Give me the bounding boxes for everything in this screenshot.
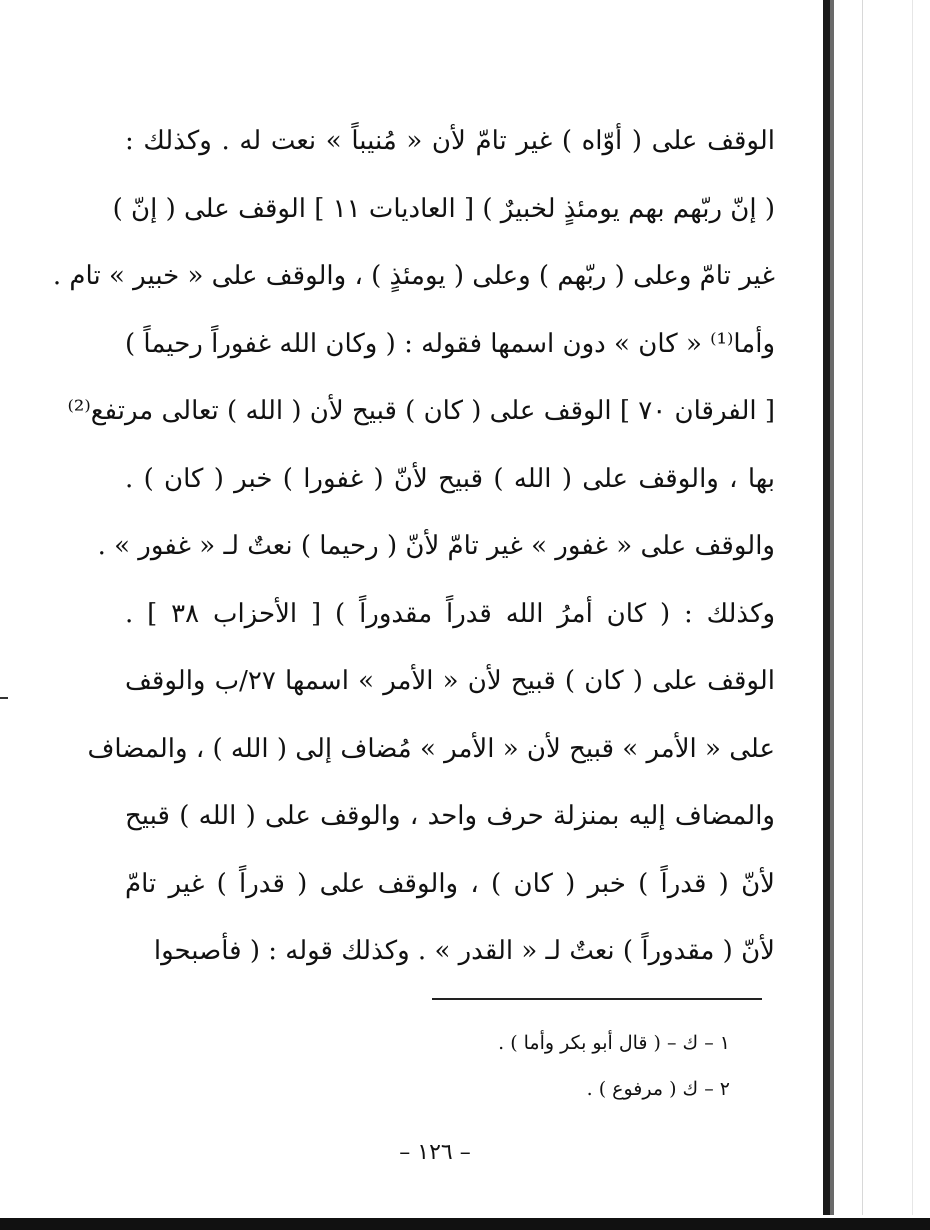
- text-line: بها ، والوقف على ( الله ) قبيح لأنّ ( غفورا ) خبر ( كان ) .: [125, 463, 775, 494]
- text-line: الوقف على ( كان ) قبيح لأن « الأمر » اسمها ٢٧/ب والوقف: [125, 666, 775, 696]
- binding-spine-shadow: [830, 0, 834, 1215]
- text-line: ( إنّ ربّهم بهم يومئذٍ لخبيرٌ ) [ العاديات ١١ ] الوقف على ( إنّ ): [112, 193, 775, 224]
- scan-mark: [0, 697, 8, 699]
- page-number: – ١٢٦ –: [399, 1140, 471, 1165]
- footnote-separator: [432, 998, 762, 1000]
- scan-bottom-edge: [0, 1218, 930, 1230]
- footnotes: [300, 1020, 730, 1112]
- text-line: على « الأمر » قبيح لأن « الأمر » مُضاف إلى ( الله ) ، والمضاف: [87, 733, 775, 764]
- footnote: ٢ – ك ( مرفوع ) .: [586, 1078, 730, 1100]
- page-edge-line: [862, 0, 863, 1215]
- binding-spine-line: [823, 0, 830, 1215]
- text-line: لأنّ ( مقدوراً ) نعتٌ لـ « القدر » . وكذلك قوله : ( فأصبحوا: [153, 936, 775, 966]
- text-line: [ الفرقان ٧٠ ] الوقف على ( كان ) قبيح لأن ( الله ) تعالى مرتفع⁽²⁾: [67, 396, 775, 426]
- text-line: وأما⁽¹⁾ « كان » دون اسمها فقوله : ( وكان الله غفوراً رحيماً ): [125, 328, 775, 359]
- text-line: الوقف على ( أوّاه ) غير تامّ لأن « مُنيباً » نعت له . وكذلك :: [125, 126, 775, 156]
- text-line: لأنّ ( قدراً ) خبر ( كان ) ، والوقف على ( قدراً ) غير تامّ: [125, 868, 775, 899]
- text-line: وكذلك : ( كان أمرُ الله قدراً مقدوراً ) [ الأحزاب ٣٨ ] .: [125, 598, 776, 629]
- footnote: ١ – ك – ( قال أبو بكر وأما ) .: [498, 1032, 730, 1054]
- text-line: والوقف على « غفور » غير تامّ لأنّ ( رحيما ) نعتٌ لـ « غفور » .: [97, 531, 775, 561]
- page-edge-line: [912, 0, 913, 1215]
- main-text: [52, 108, 776, 986]
- text-line: غير تامّ وعلى ( ربّهم ) وعلى ( يومئذٍ ) ، والوقف على « خبير » تام .: [52, 261, 775, 291]
- text-line: والمضاف إليه بمنزلة حرف واحد ، والوقف على ( الله ) قبيح: [125, 801, 775, 831]
